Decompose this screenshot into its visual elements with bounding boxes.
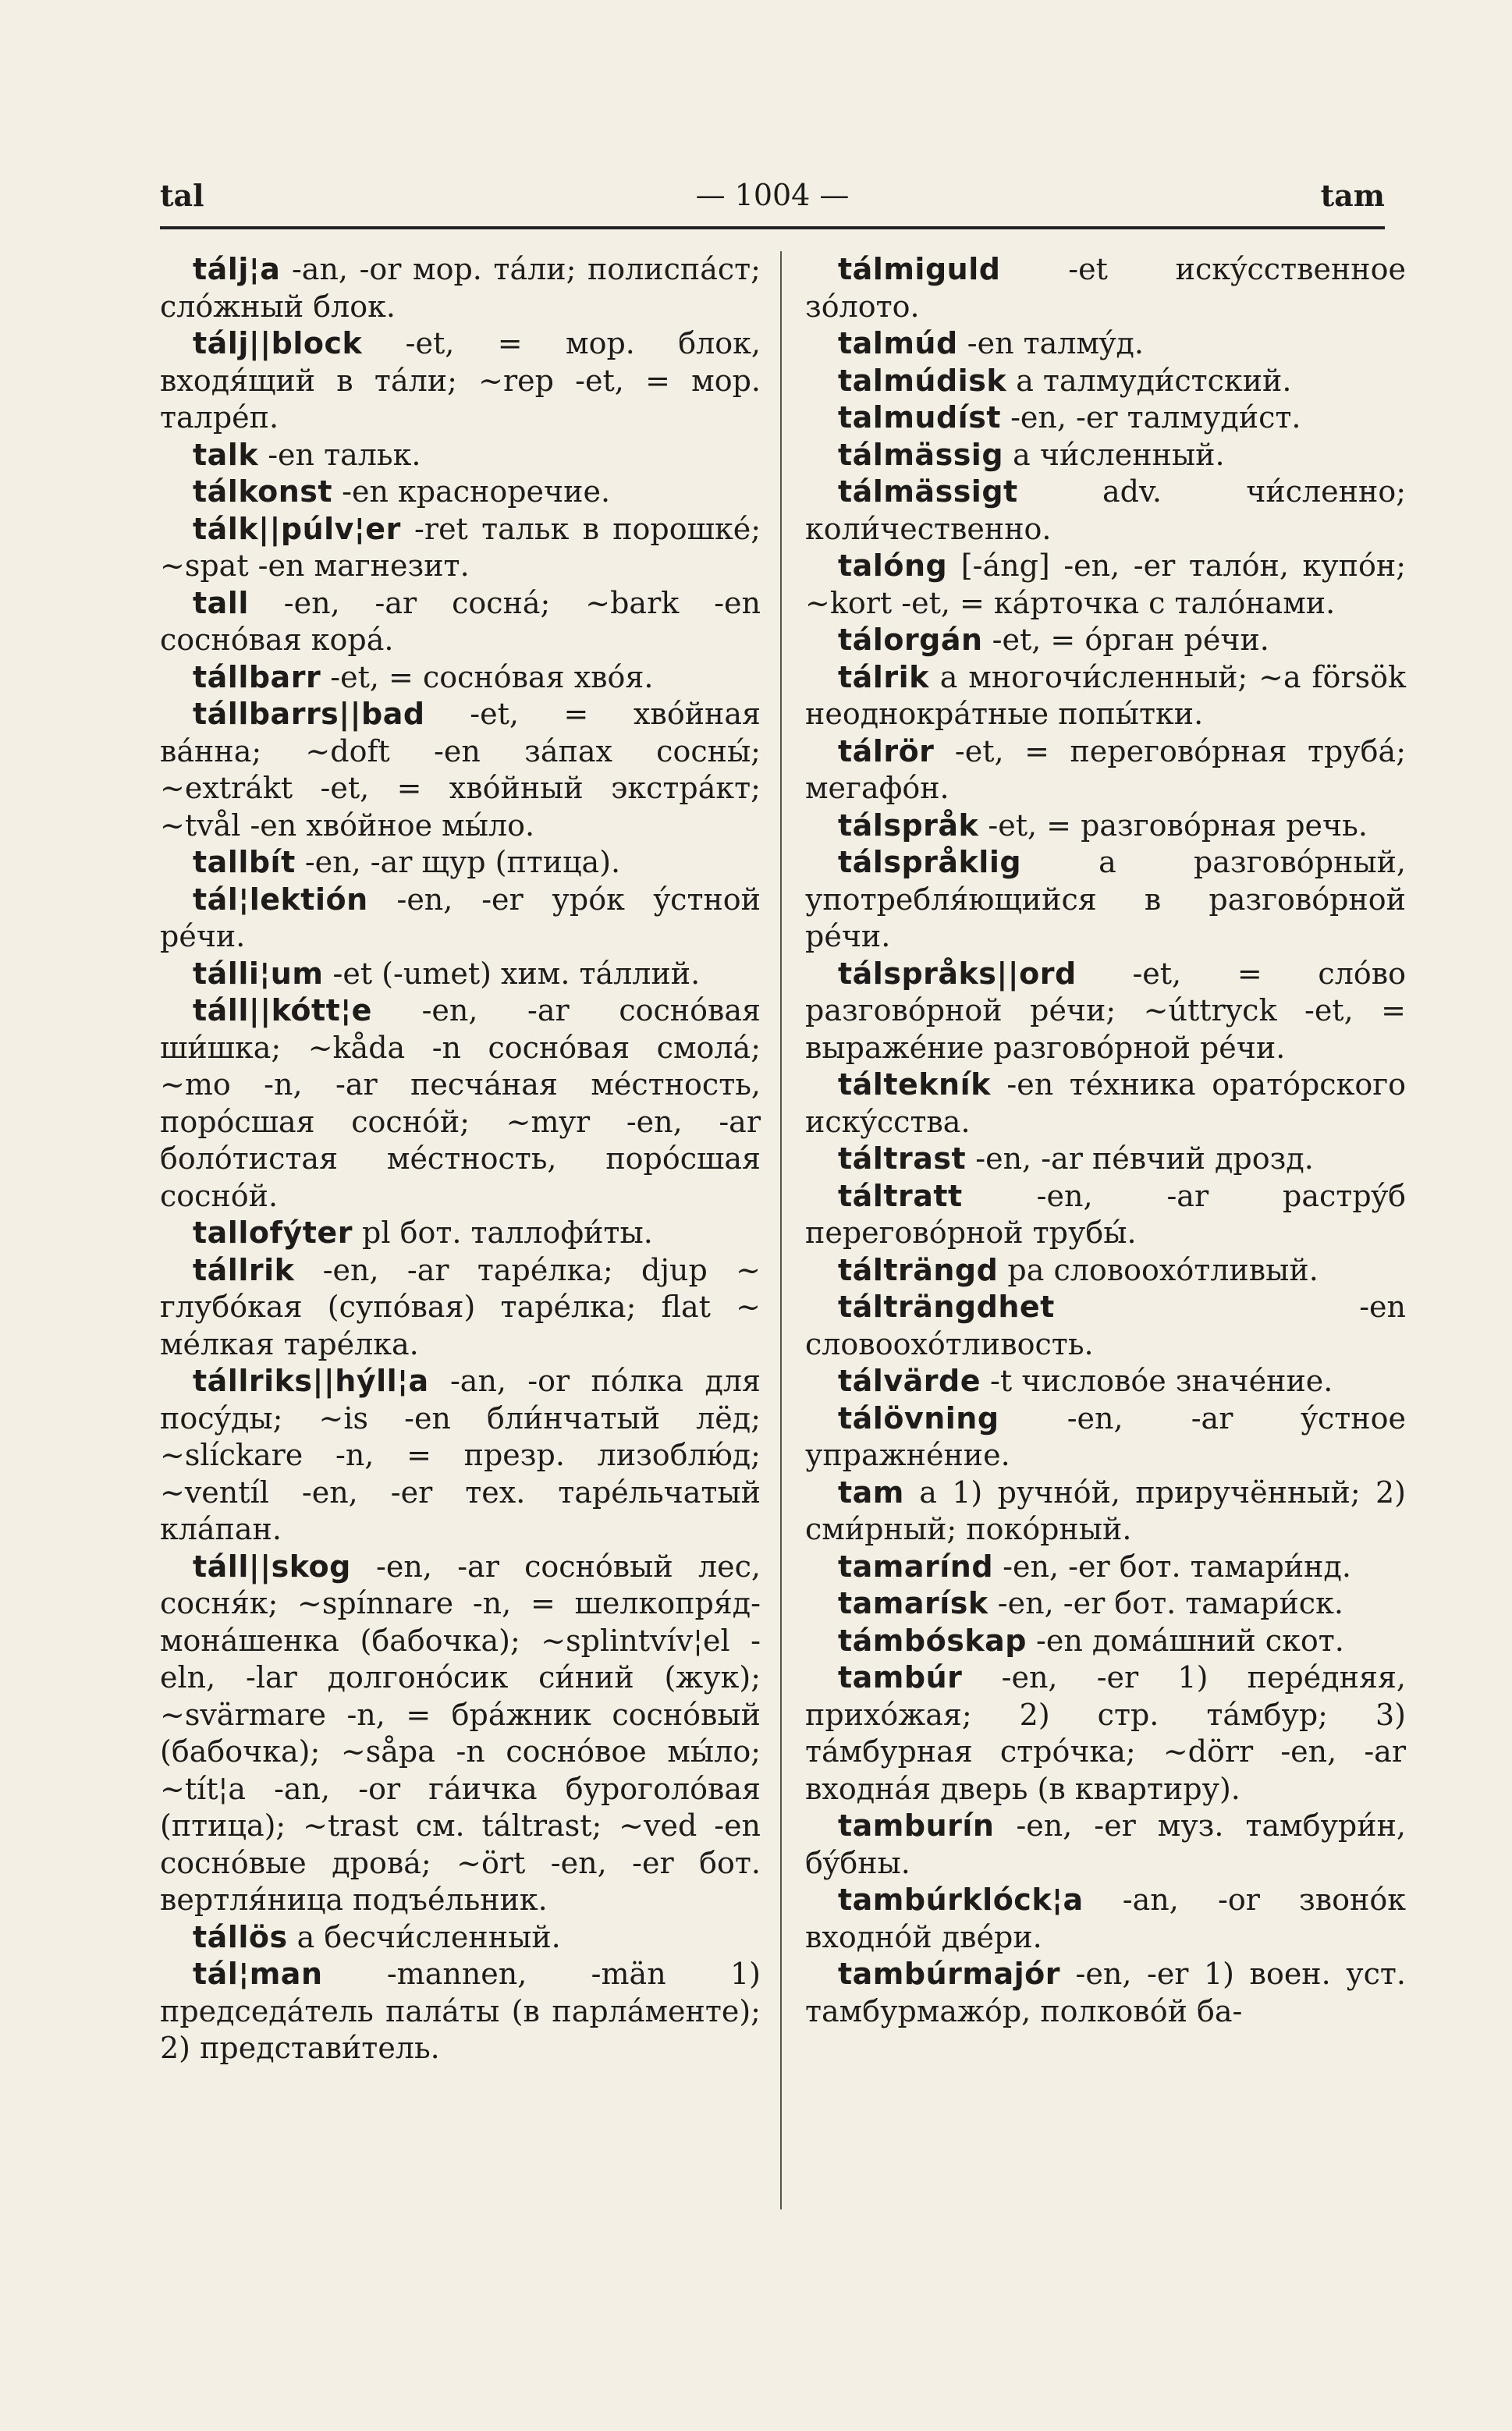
entry-headword: tamarísk	[838, 1586, 988, 1620]
entry-definition: -en, -er бот. тамари́ск.	[988, 1586, 1343, 1620]
dictionary-entry	[805, 325, 1406, 363]
entry-headword: tálj¦a	[193, 252, 281, 286]
entry-definition: -en, -ar ýстное упражнéние.	[805, 1400, 1406, 1472]
entry-headword: tálli¦um	[193, 956, 324, 991]
entry-headword: tallofýter	[193, 1216, 353, 1250]
dictionary-entry	[805, 1289, 1406, 1363]
entry-definition: -en, -er урóк ýстной рéчи.	[160, 882, 761, 953]
dictionary-entry	[160, 992, 761, 1215]
entry-definition: -en, -er бот. тамари́нд.	[993, 1549, 1351, 1584]
entry-definition: a бесчи́сленный.	[287, 1919, 561, 1954]
entry-headword: tál¦lektión	[193, 882, 368, 917]
entry-headword: talmúd	[838, 326, 958, 360]
entry-definition: -en, -ar пéвчий дрозд.	[966, 1141, 1314, 1176]
entry-headword: tállbarrs||bad	[193, 697, 425, 731]
entry-definition: -et искýсственное зóлото.	[805, 252, 1406, 324]
entry-headword: tam	[838, 1475, 904, 1510]
entry-headword: tálvärde	[838, 1364, 981, 1398]
entry-headword: talmúdisk	[838, 363, 1007, 398]
entry-headword: tálträngd	[838, 1252, 999, 1287]
entry-headword: tállbarr	[193, 659, 321, 694]
entry-headword: tálrik	[838, 659, 929, 694]
entry-headword: táltekník	[838, 1067, 991, 1102]
dictionary-entry	[160, 474, 761, 511]
entry-headword: táltrast	[838, 1141, 967, 1176]
entry-definition: -en, -ar соснóвый лес, сосня́к; ~spínnare -n, = шелкопря́д-монáшенка (бабочка); ~splintvív¦el -eln, -lar долгонóсик си́ний (жук); ~svärmare -n, = брáжник соснóвый (бабочка); ~såpa -n соснóвое мы́ло; ~tít¦a -an, -or гáичка буроголóвая (птица); ~trast см. táltrast; ~ved -en соснóвые дровá; ~ört -en, -er бот. вертля́ница подъéльник.	[160, 1549, 761, 1917]
entry-definition: adv. чи́сленно; коли́чественно.	[805, 474, 1406, 546]
dictionary-entry	[160, 325, 761, 437]
dictionary-entry	[160, 1363, 761, 1549]
entry-definition: -et (-umet) хим. тáллий.	[323, 956, 701, 991]
entry-definition: -an, -or звонóк входнóй двéри.	[805, 1883, 1406, 1954]
entry-definition: -en домáшний скот.	[1026, 1623, 1344, 1658]
entry-definition: a разговóрный, употребля́ющийся в разговóрной рéчи.	[805, 845, 1406, 953]
dictionary-entry	[805, 622, 1406, 659]
entry-headword: tálspråk	[838, 807, 979, 843]
dictionary-entry	[805, 659, 1406, 733]
entry-headword: tállrik	[193, 1252, 295, 1287]
entry-headword: támbóskap	[838, 1623, 1027, 1658]
entry-headword: tálmiguld	[838, 252, 1001, 286]
dictionary-entry	[160, 585, 761, 659]
entry-definition: -et, = óрган рéчи.	[982, 623, 1269, 657]
dictionary-entry	[805, 1066, 1406, 1141]
entry-headword: tálspråks||ord	[838, 956, 1077, 991]
dictionary-entry	[160, 251, 761, 325]
entry-headword: tallbít	[193, 845, 296, 879]
entry-definition: -ret тальк в порошкé; ~spat -en магнезит.	[160, 511, 761, 583]
dictionary-entry	[805, 956, 1406, 1067]
entry-headword: táll||skog	[193, 1549, 351, 1584]
entry-headword: tállös	[193, 1919, 288, 1954]
entry-headword: tálj||block	[193, 326, 363, 360]
dictionary-entry	[160, 882, 761, 956]
entry-definition: -en, -ar тарéлка; djup ~ глубóкая (супóвая) тарéлка; flat ~ мéлкая тарéлка.	[160, 1252, 761, 1361]
entry-definition: -en, -ar растрýб переговóрной трубы́.	[805, 1178, 1406, 1250]
dictionary-entry	[160, 844, 761, 882]
entry-headword: tambúr	[838, 1660, 963, 1695]
entry-definition: -en, -er 1) перéдняя, прихóжая; 2) стр. тáмбур; 3) тáмбурная стрóчка; ~dörr -en, -ar входнáя дверь (в квартиру).	[805, 1660, 1406, 1806]
page-number: — 1004 —	[695, 178, 850, 212]
dictionary-entry	[805, 399, 1406, 437]
entry-headword: tálspråklig	[838, 845, 1022, 879]
entry-headword: tál¦man	[193, 1957, 323, 1991]
dictionary-entry	[160, 1215, 761, 1252]
entry-definition: a многочи́сленный; ~a försök неоднокрáтные попы́тки.	[805, 659, 1406, 731]
entry-headword: tálrör	[838, 733, 935, 768]
dictionary-entry	[805, 437, 1406, 474]
entry-definition: a 1) ручнóй, приручённый; 2) сми́рный; покóрный.	[805, 1475, 1406, 1546]
entry-definition: -en тальк.	[258, 437, 421, 472]
dictionary-entry	[160, 437, 761, 474]
entry-definition: -et, = слóво разговóрной рéчи; ~úttryck -et, = выражéние разговóрной рéчи.	[805, 956, 1406, 1065]
header-right-guideword: tam	[1320, 178, 1385, 213]
running-header	[160, 178, 1385, 225]
dictionary-entry	[805, 1141, 1406, 1178]
entry-definition: pl бот. таллофи́ты.	[352, 1216, 653, 1250]
dictionary-entry	[805, 1475, 1406, 1549]
entry-definition: -en, -ar щур (птица).	[295, 845, 621, 879]
dictionary-entry	[805, 1882, 1406, 1956]
column-divider	[780, 251, 782, 2209]
entry-definition: -et, = соснóвая хвóя.	[321, 659, 654, 694]
entry-definition: -an, -or мор. тáли; полиспáст; слóжный блок.	[160, 252, 761, 324]
dictionary-entry	[160, 1956, 761, 2067]
entry-definition: pa словоохóтливый.	[998, 1252, 1319, 1287]
dictionary-entry	[805, 1400, 1406, 1475]
dictionary-entry	[805, 1808, 1406, 1882]
entry-headword: talk	[193, 437, 259, 472]
entry-headword: tálorgán	[838, 623, 983, 657]
entry-definition: -mannen, -män 1) председáтель палáты (в парлáменте); 2) представи́тель.	[160, 1957, 761, 2065]
entry-definition: -en, -ar соснá; ~bark -en соснóвая корá.	[160, 585, 761, 657]
right-column	[805, 251, 1406, 2030]
entry-headword: talmudíst	[838, 400, 1001, 435]
dictionary-entry	[160, 511, 761, 585]
entry-definition: a чи́сленный.	[1003, 437, 1225, 472]
dictionary-entry	[805, 1549, 1406, 1586]
entry-definition: -an, -or пóлка для посýды; ~is -en бли́нчатый лёд; ~slíckare -n, = презр. лизоблю́д; ~ventíl -en, -er тех. тарéльчатый клáпан.	[160, 1364, 761, 1546]
entry-headword: tambúrklóck¦a	[838, 1883, 1084, 1917]
entry-headword: tamarínd	[838, 1549, 994, 1584]
entry-headword: tállriks||hýll¦a	[193, 1364, 429, 1398]
dictionary-entry	[805, 733, 1406, 807]
entry-headword: tambúrmajór	[838, 1957, 1061, 1991]
dictionary-entry	[805, 1363, 1406, 1400]
dictionary-entry	[805, 1178, 1406, 1252]
dictionary-entry	[805, 807, 1406, 845]
entry-headword: tálk||púlv¦er	[193, 511, 401, 546]
entry-definition: -en талмýд.	[957, 326, 1144, 360]
entry-definition: -en, -er муз. тамбури́н, бýбны.	[805, 1808, 1406, 1880]
dictionary-entry	[160, 659, 761, 697]
dictionary-entry	[805, 474, 1406, 548]
dictionary-entry	[160, 1549, 761, 1919]
entry-definition: -en тéхника оратóрского искýсства.	[805, 1067, 1406, 1139]
dictionary-entry	[160, 696, 761, 844]
entry-definition: -en, -ar соснóвая ши́шка; ~kåda -n соснóвая смолá; ~mo -n, -ar песчáная мéстность, порóсшая соснóй; ~myr -en, -ar болóтистая мéстность, порóсшая соснóй.	[160, 993, 761, 1213]
dictionary-entry	[805, 251, 1406, 325]
header-left-guideword: tal	[160, 178, 204, 213]
dictionary-entry	[805, 548, 1406, 622]
entry-definition: -et, = разговóрная речь.	[978, 807, 1368, 843]
entry-definition: a талмуди́стский.	[1006, 363, 1292, 398]
entry-definition: -en, -er талмуди́ст.	[1001, 400, 1301, 435]
dictionary-entry	[805, 1956, 1406, 2030]
dictionary-entry	[160, 956, 761, 993]
entry-definition: -en словоохóтливость.	[805, 1290, 1406, 1361]
entry-headword: tálmässigt	[838, 474, 1018, 509]
entry-definition: -en, -er 1) воен. уст. тамбурмажóр, полковóй ба-	[805, 1957, 1406, 2028]
entry-headword: tálkonst	[193, 474, 333, 509]
entry-definition: [-áng] -en, -er талóн, купóн; ~kort -et, = кáрточка с талóнами.	[805, 548, 1406, 620]
entry-definition: -t числовóе значéние.	[980, 1364, 1333, 1398]
entry-headword: tálträngdhet	[838, 1290, 1055, 1324]
left-column	[160, 251, 761, 2067]
dictionary-entry	[805, 1623, 1406, 1660]
entry-headword: táll||kótt¦e	[193, 993, 372, 1027]
entry-headword: tálövning	[838, 1400, 999, 1436]
header-rule	[160, 226, 1385, 229]
dictionary-entry	[805, 1252, 1406, 1290]
entry-headword: tálmässig	[838, 437, 1004, 472]
entry-definition: -en красноречие.	[332, 474, 611, 509]
dictionary-entry	[160, 1919, 761, 1957]
dictionary-entry	[805, 363, 1406, 400]
entry-headword: tall	[193, 585, 249, 620]
dictionary-entry	[805, 1659, 1406, 1808]
entry-headword: talóng	[838, 548, 948, 583]
dictionary-entry	[160, 1252, 761, 1364]
dictionary-entry	[805, 844, 1406, 956]
entry-definition: -et, = мор. блок, входя́щий в тáли; ~rep -et, = мор. талрéп.	[160, 326, 761, 435]
dictionary-entry	[805, 1585, 1406, 1623]
entry-definition: -et, = хвóйная вáнна; ~doft -en зáпах сосны́; ~extrákt -et, = хвóйный экстрáкт; ~tvål -en хвóйное мы́ло.	[160, 697, 761, 843]
entry-headword: táltratt	[838, 1178, 963, 1213]
entry-definition: -et, = переговóрная трубá; мегафóн.	[805, 733, 1406, 805]
entry-headword: tamburín	[838, 1808, 995, 1843]
